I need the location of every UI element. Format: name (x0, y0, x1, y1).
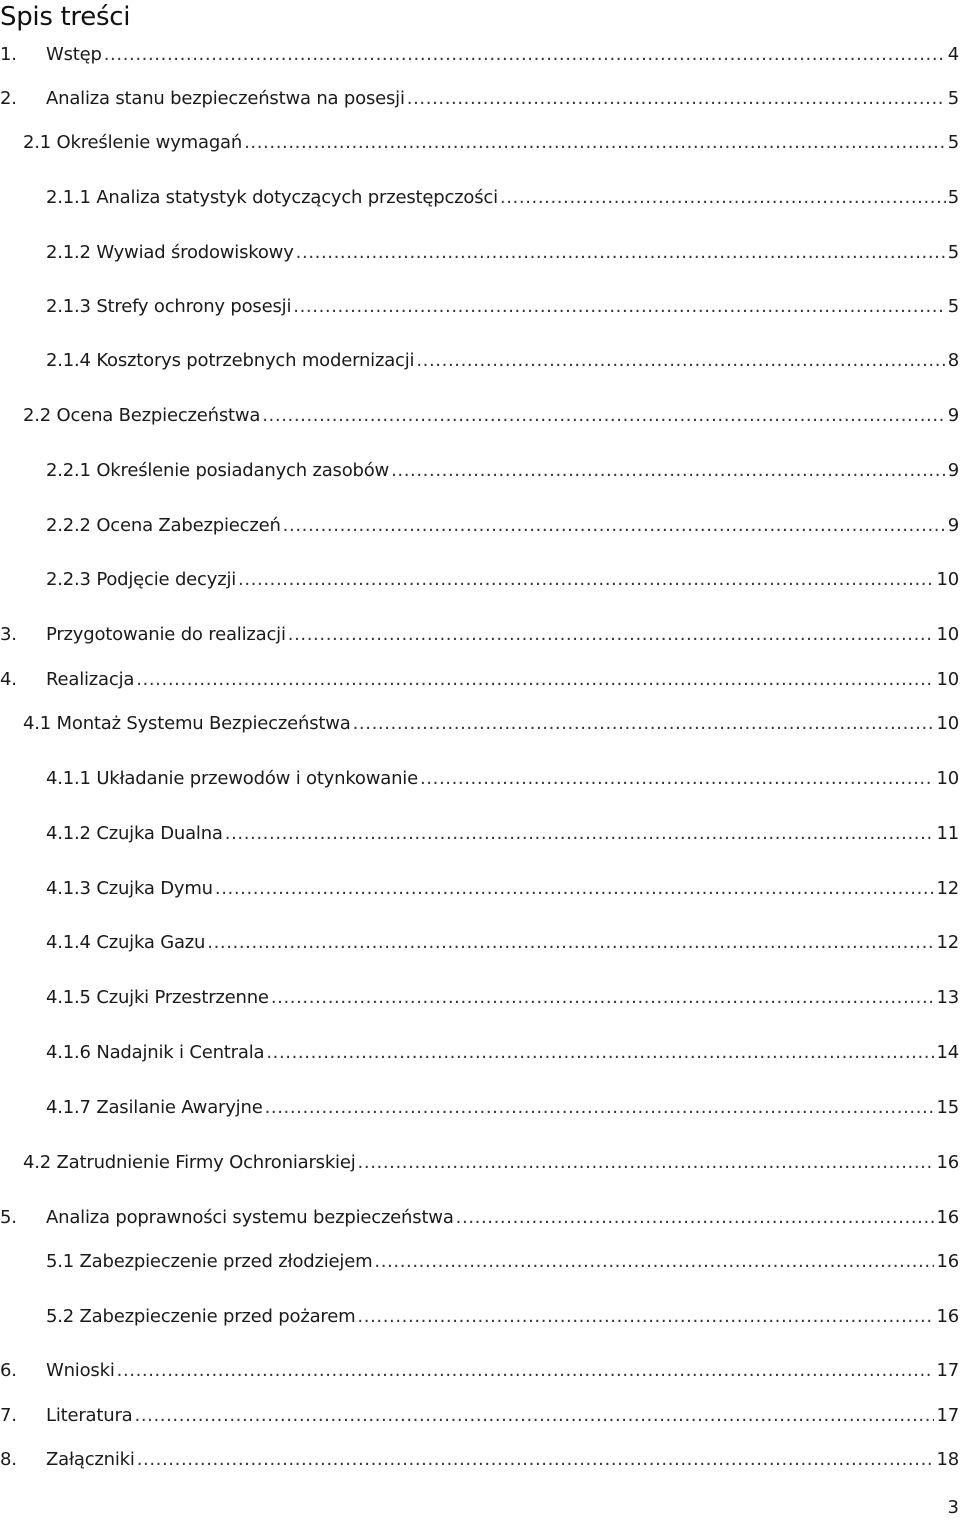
toc-entry-title: Realizacja (46, 669, 135, 690)
toc-entry-page: 5 (947, 296, 959, 317)
toc-entry-page: 17 (936, 1360, 959, 1381)
toc-leader-dots (374, 1251, 934, 1273)
toc-entry[interactable] (23, 405, 959, 427)
toc-entry-page: 10 (936, 669, 959, 690)
toc-entry-title: 2.1.2 Wywiad środowiskowy (46, 242, 294, 263)
toc-leader-dots (357, 1306, 934, 1328)
toc-entry-number: 1. (0, 44, 17, 65)
toc-entry-title: 2.1.1 Analiza statystyk dotyczących przestępczości (46, 187, 498, 208)
toc-leader-dots (104, 44, 946, 66)
toc-entry[interactable] (46, 515, 959, 537)
toc-leader-dots (296, 242, 946, 264)
toc-entry[interactable] (46, 878, 959, 900)
toc-entry-number: 4. (0, 669, 17, 690)
toc-leader-dots (416, 350, 945, 372)
toc-entry-title: 4.1 Montaż Systemu Bezpieczeństwa (23, 713, 351, 734)
toc-entry-title: 2.2 Ocena Bezpieczeństwa (23, 405, 261, 426)
toc-entry-title: 2.2.3 Podjęcie decyzji (46, 569, 237, 590)
toc-entry[interactable] (0, 1449, 959, 1471)
toc-entry-page: 9 (947, 515, 959, 536)
toc-entry-title: 2.2.1 Określenie posiadanych zasobów (46, 460, 390, 481)
toc-entry[interactable] (46, 1097, 959, 1119)
toc-entry[interactable] (46, 987, 959, 1009)
toc-entry-number: 8. (0, 1449, 17, 1470)
toc-entry-number: 2. (0, 88, 17, 109)
toc-leader-dots (271, 987, 935, 1009)
toc-entry-page: 17 (936, 1405, 959, 1426)
toc-entry-title: 4.1.5 Czujki Przestrzenne (46, 987, 269, 1008)
toc-entry-page: 11 (936, 823, 959, 844)
toc-entry-title: 2.1.3 Strefy ochrony posesji (46, 296, 292, 317)
toc-entry-page: 16 (936, 1207, 959, 1228)
toc-leader-dots (456, 1207, 935, 1229)
page-number: 3 (947, 1497, 959, 1518)
toc-entry[interactable] (46, 187, 959, 209)
toc-entry-page: 5 (947, 187, 959, 208)
toc-entry-title: 4.1.3 Czujka Dymu (46, 878, 213, 899)
toc-leader-dots (135, 1405, 935, 1427)
toc-entry-page: 16 (936, 1251, 959, 1272)
toc-leader-dots (500, 187, 946, 209)
toc-entry-title: 5.1 Zabezpieczenie przed złodziejem (46, 1251, 373, 1272)
toc-leader-dots (266, 1042, 934, 1064)
toc-entry[interactable] (46, 460, 959, 482)
toc-entry-page: 5 (947, 88, 959, 109)
toc-entry-page: 10 (936, 713, 959, 734)
toc-entry-title: 2.1 Określenie wymagań (23, 132, 243, 153)
toc-entry-title: Analiza stanu bezpieczeństwa na posesji (46, 88, 405, 109)
toc-leader-dots (137, 1449, 935, 1471)
toc-entry[interactable] (23, 1152, 959, 1174)
toc-entry[interactable] (0, 44, 959, 66)
toc-entry[interactable] (46, 1042, 959, 1064)
toc-entry-page: 16 (936, 1152, 959, 1173)
toc-entry-title: 2.1.4 Kosztorys potrzebnych modernizacji (46, 350, 415, 371)
toc-entry-page: 12 (936, 932, 959, 953)
toc-entry[interactable] (46, 242, 959, 264)
toc-entry-page: 5 (947, 132, 959, 153)
toc-entry-title: 4.1.1 Układanie przewodów i otynkowanie (46, 768, 418, 789)
toc-entry[interactable] (46, 768, 959, 790)
toc-entry-title: Analiza poprawności systemu bezpieczeństwa (46, 1207, 454, 1228)
toc-leader-dots (353, 713, 935, 735)
toc-leader-dots (283, 515, 946, 537)
toc-entry-title: 4.1.6 Nadajnik i Centrala (46, 1042, 265, 1063)
toc-entry-title: 4.1.7 Zasilanie Awaryjne (46, 1097, 263, 1118)
toc-entry[interactable] (46, 350, 959, 372)
toc-leader-dots (215, 878, 935, 900)
toc-entry[interactable] (23, 713, 959, 735)
toc-entry-title: 2.2.2 Ocena Zabezpieczeń (46, 515, 281, 536)
toc-entry-title: 4.1.4 Czujka Gazu (46, 932, 206, 953)
toc-entry[interactable] (46, 823, 959, 845)
toc-leader-dots (288, 624, 935, 646)
toc-entry-title: Przygotowanie do realizacji (46, 624, 286, 645)
toc-entry[interactable] (46, 1306, 959, 1328)
toc-entry-page: 9 (947, 460, 959, 481)
toc-entry-title: Wnioski (46, 1360, 115, 1381)
toc-entry-page: 10 (936, 569, 959, 590)
toc-entry[interactable] (0, 88, 959, 110)
toc-entry-page: 4 (947, 44, 959, 65)
toc-entry-title: Załączniki (46, 1449, 135, 1470)
toc-leader-dots (262, 405, 946, 427)
toc-entry[interactable] (46, 932, 959, 954)
toc-leader-dots (391, 460, 946, 482)
toc-entry-title: 5.2 Zabezpieczenie przed pożarem (46, 1306, 356, 1327)
toc-leader-dots (407, 88, 946, 110)
toc-leader-dots (244, 132, 946, 154)
toc-leader-dots (207, 932, 934, 954)
toc-entry-page: 12 (936, 878, 959, 899)
toc-leader-dots (265, 1097, 935, 1119)
toc-leader-dots (238, 569, 934, 591)
toc-entry-title: Wstęp (46, 44, 102, 65)
toc-entry[interactable] (46, 569, 959, 591)
toc-leader-dots (136, 669, 934, 691)
toc-entry-number: 5. (0, 1207, 17, 1228)
toc-entry[interactable] (0, 1360, 959, 1382)
page-title: Spis treści (0, 2, 131, 32)
toc-entry-page: 8 (947, 350, 959, 371)
toc-entry[interactable] (46, 1251, 959, 1273)
toc-entry-page: 10 (936, 624, 959, 645)
toc-entry-number: 7. (0, 1405, 17, 1426)
toc-entry[interactable] (23, 132, 959, 154)
toc-leader-dots (420, 768, 935, 790)
toc-leader-dots (293, 296, 945, 318)
toc-entry-page: 18 (936, 1449, 959, 1470)
toc-entry-number: 3. (0, 624, 17, 645)
toc-entry[interactable] (0, 1207, 959, 1229)
toc-entry[interactable] (0, 1405, 959, 1427)
toc-entry-number: 6. (0, 1360, 17, 1381)
toc-entry-title: 4.1.2 Czujka Dualna (46, 823, 223, 844)
toc-entry-page: 5 (947, 242, 959, 263)
toc-entry-page: 13 (936, 987, 959, 1008)
toc-leader-dots (225, 823, 935, 845)
toc-entry-page: 9 (947, 405, 959, 426)
toc-entry[interactable] (0, 624, 959, 646)
toc-entry[interactable] (0, 669, 959, 691)
toc-leader-dots (358, 1152, 935, 1174)
toc-entry-title: 4.2 Zatrudnienie Firmy Ochroniarskiej (23, 1152, 356, 1173)
toc-leader-dots (117, 1360, 935, 1382)
toc-entry-page: 14 (936, 1042, 959, 1063)
toc-entry-page: 16 (936, 1306, 959, 1327)
toc-entry-page: 15 (936, 1097, 959, 1118)
toc-entry-title: Literatura (46, 1405, 133, 1426)
toc-entry-page: 10 (936, 768, 959, 789)
toc-entry[interactable] (46, 296, 959, 318)
